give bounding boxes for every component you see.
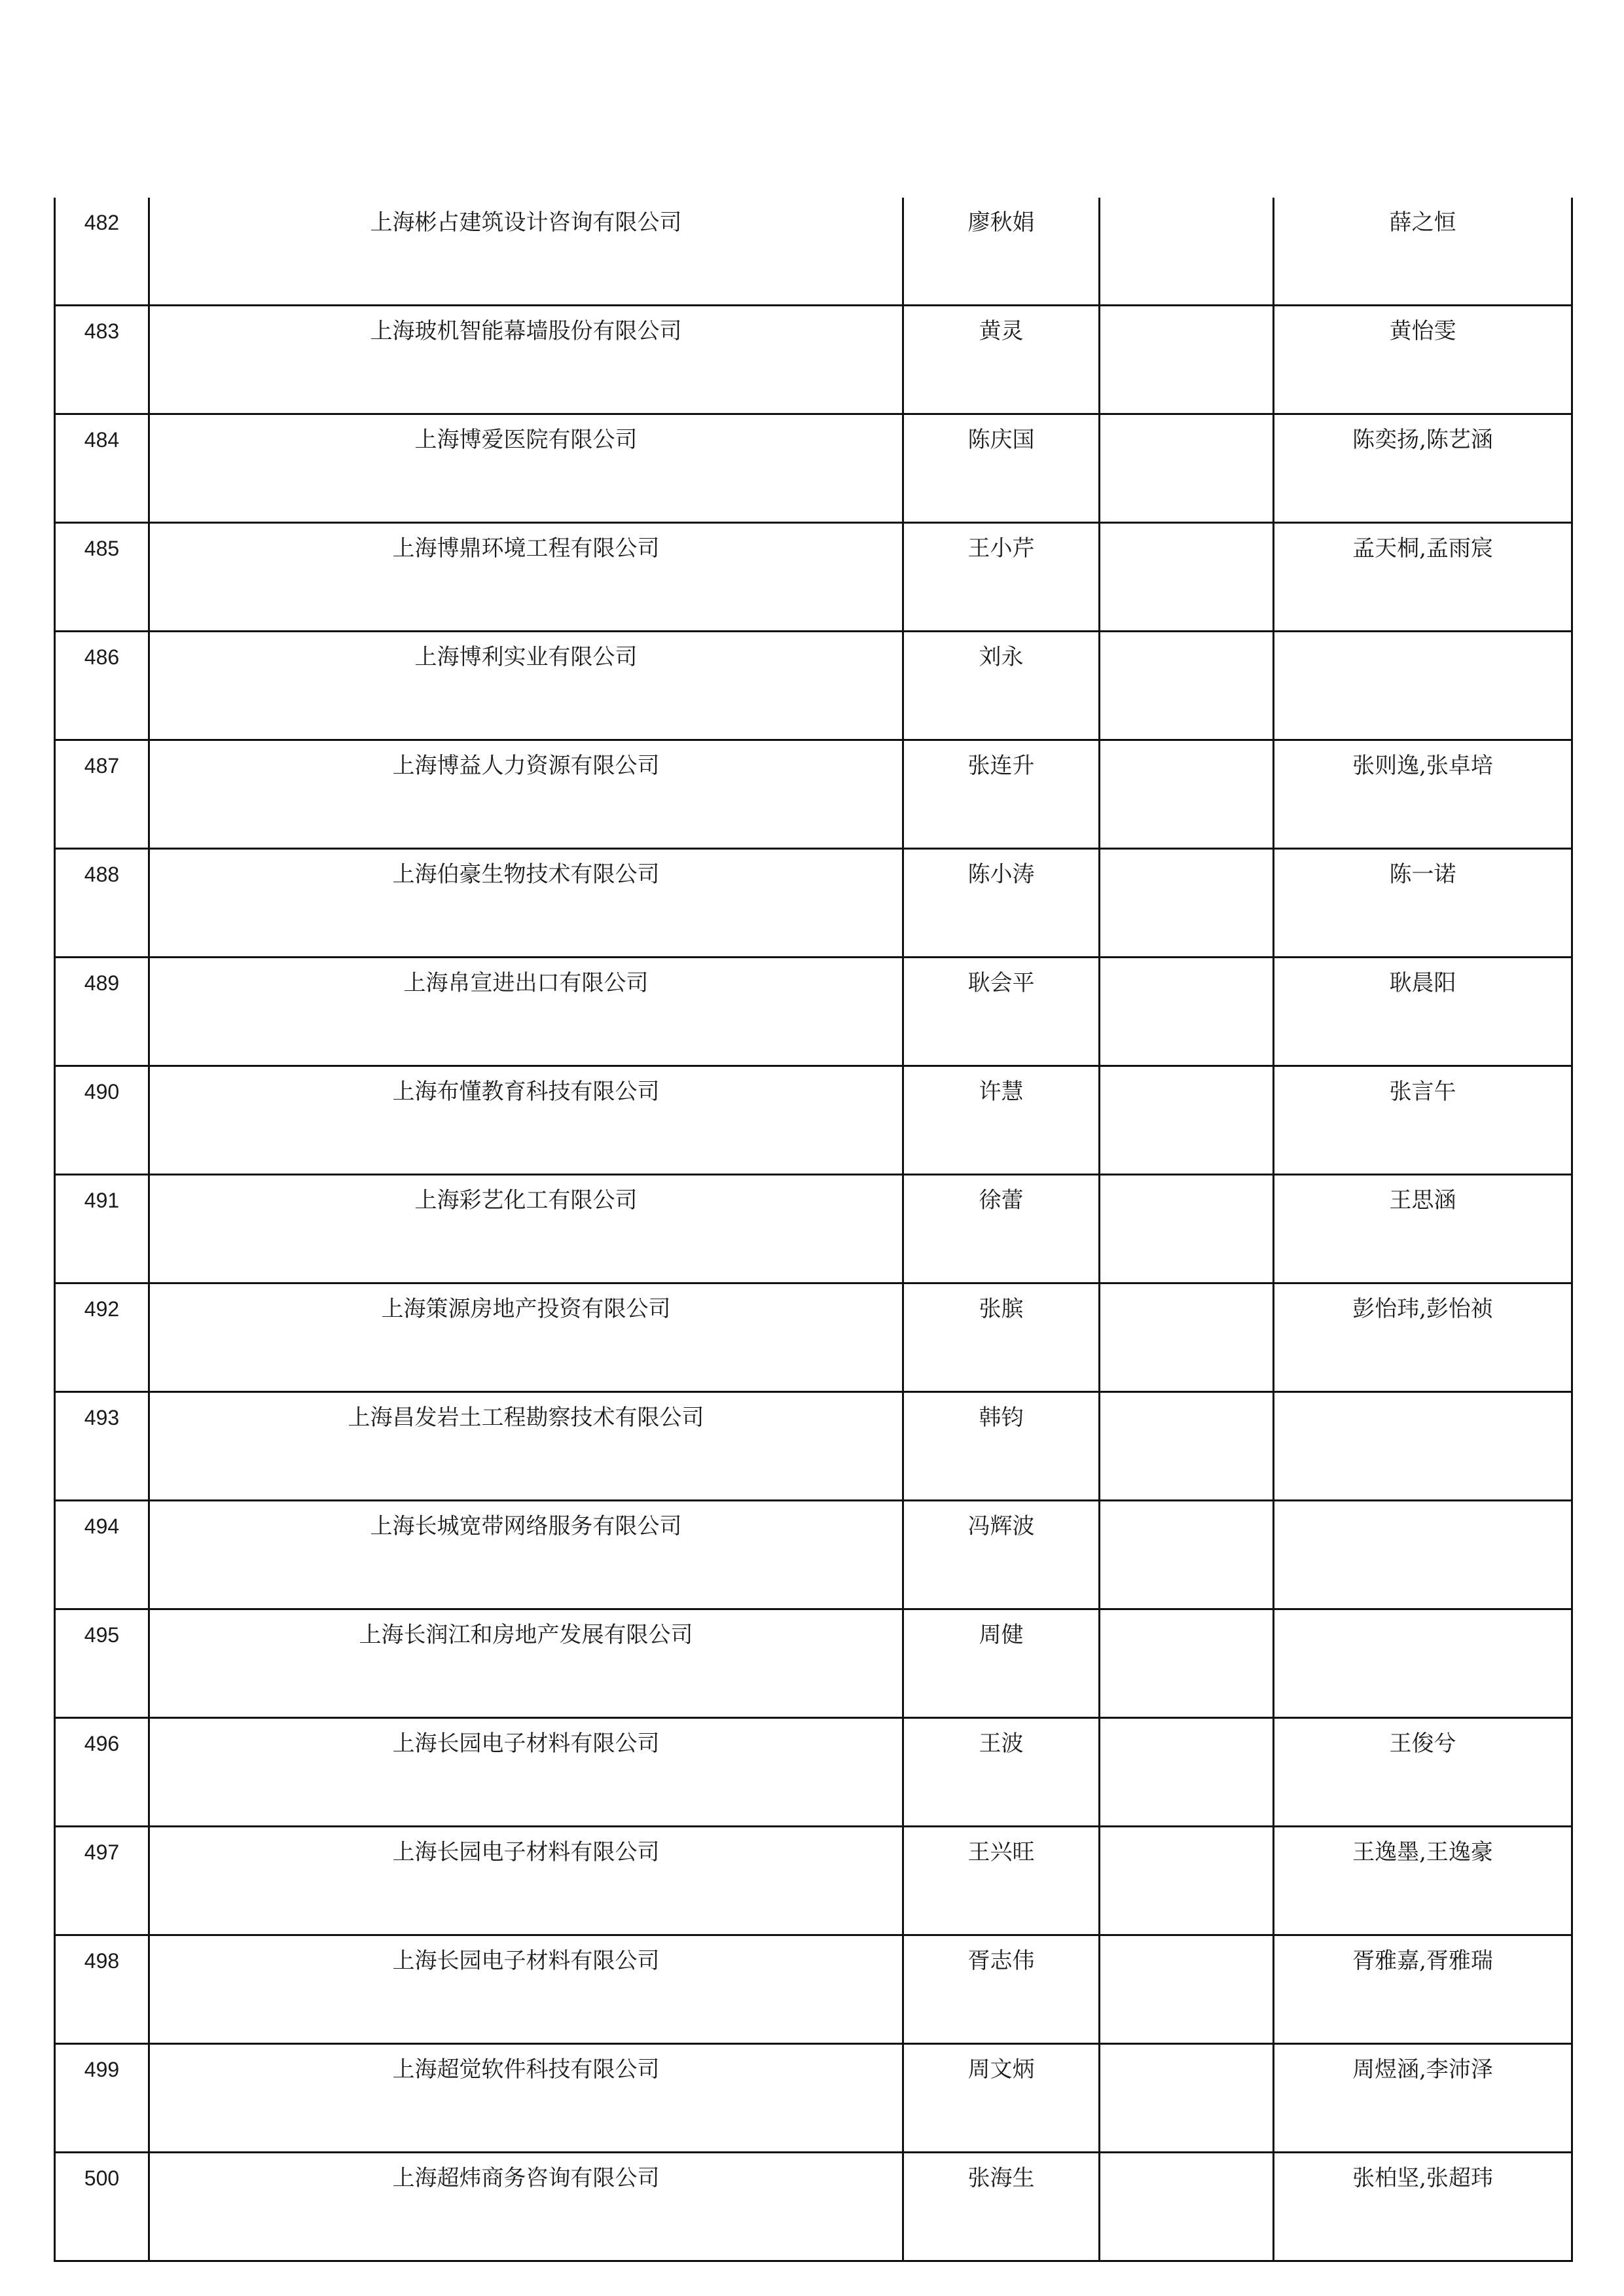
representative-name: 张海生 <box>903 2153 1100 2261</box>
company-name: 上海长园电子材料有限公司 <box>149 1718 903 1827</box>
empty-cell <box>1100 849 1274 958</box>
company-name: 上海超炜商务咨询有限公司 <box>149 2153 903 2261</box>
children-names: 孟天桐,孟雨宸 <box>1274 523 1572 632</box>
table-row <box>55 1609 1572 1718</box>
table-row <box>55 632 1572 740</box>
children-names: 周煜涵,李沛泽 <box>1274 2044 1572 2153</box>
table-row <box>55 1935 1572 2044</box>
company-name: 上海伯豪生物技术有限公司 <box>149 849 903 958</box>
document-table-container <box>54 198 1571 2262</box>
representative-name: 韩钧 <box>903 1392 1100 1501</box>
representative-name: 徐蕾 <box>903 1175 1100 1283</box>
company-name: 上海超觉软件科技有限公司 <box>149 2044 903 2153</box>
row-number: 490 <box>55 1066 149 1175</box>
children-names: 耿晨阳 <box>1274 958 1572 1066</box>
table-row <box>55 306 1572 414</box>
representative-name: 周文炳 <box>903 2044 1100 2153</box>
company-name: 上海长润江和房地产发展有限公司 <box>149 1609 903 1718</box>
children-names: 彭怡玮,彭怡祯 <box>1274 1283 1572 1392</box>
company-name: 上海策源房地产投资有限公司 <box>149 1283 903 1392</box>
representative-name: 刘永 <box>903 632 1100 740</box>
company-name: 上海博利实业有限公司 <box>149 632 903 740</box>
row-number: 499 <box>55 2044 149 2153</box>
row-number: 487 <box>55 740 149 849</box>
empty-cell <box>1100 632 1274 740</box>
empty-cell <box>1100 1609 1274 1718</box>
company-name: 上海昌发岩土工程勘察技术有限公司 <box>149 1392 903 1501</box>
table-row <box>55 1066 1572 1175</box>
children-names: 胥雅嘉,胥雅瑞 <box>1274 1935 1572 2044</box>
children-names: 薛之恒 <box>1274 198 1572 306</box>
representative-name: 许慧 <box>903 1066 1100 1175</box>
empty-cell <box>1100 414 1274 523</box>
empty-cell <box>1100 523 1274 632</box>
row-number: 497 <box>55 1827 149 1935</box>
company-name: 上海彩艺化工有限公司 <box>149 1175 903 1283</box>
representative-name: 冯辉波 <box>903 1501 1100 1609</box>
table-row <box>55 849 1572 958</box>
table-row <box>55 1718 1572 1827</box>
table-row <box>55 1501 1572 1609</box>
table-row <box>55 414 1572 523</box>
representative-name: 王小芹 <box>903 523 1100 632</box>
representative-name: 张膑 <box>903 1283 1100 1392</box>
empty-cell <box>1100 1718 1274 1827</box>
children-names: 王俊兮 <box>1274 1718 1572 1827</box>
children-names <box>1274 1501 1572 1609</box>
children-names: 陈一诺 <box>1274 849 1572 958</box>
empty-cell <box>1100 958 1274 1066</box>
empty-cell <box>1100 2044 1274 2153</box>
table-row <box>55 740 1572 849</box>
company-name: 上海彬占建筑设计咨询有限公司 <box>149 198 903 306</box>
children-names <box>1274 1609 1572 1718</box>
row-number: 489 <box>55 958 149 1066</box>
representative-name: 张连升 <box>903 740 1100 849</box>
table-row <box>55 198 1572 306</box>
company-name: 上海帛宣进出口有限公司 <box>149 958 903 1066</box>
row-number: 486 <box>55 632 149 740</box>
representative-name: 耿会平 <box>903 958 1100 1066</box>
children-names: 王思涵 <box>1274 1175 1572 1283</box>
children-names <box>1274 632 1572 740</box>
empty-cell <box>1100 306 1274 414</box>
row-number: 500 <box>55 2153 149 2261</box>
children-names: 张言午 <box>1274 1066 1572 1175</box>
representative-name: 王兴旺 <box>903 1827 1100 1935</box>
children-names: 张柏坚,张超玮 <box>1274 2153 1572 2261</box>
row-number: 482 <box>55 198 149 306</box>
table-row <box>55 2044 1572 2153</box>
company-name: 上海博鼎环境工程有限公司 <box>149 523 903 632</box>
representative-name: 胥志伟 <box>903 1935 1100 2044</box>
children-names <box>1274 1392 1572 1501</box>
company-name: 上海长城宽带网络服务有限公司 <box>149 1501 903 1609</box>
company-name: 上海博爱医院有限公司 <box>149 414 903 523</box>
row-number: 492 <box>55 1283 149 1392</box>
row-number: 495 <box>55 1609 149 1718</box>
representative-name: 陈小涛 <box>903 849 1100 958</box>
table-row <box>55 958 1572 1066</box>
table-row <box>55 1175 1572 1283</box>
representative-name: 周健 <box>903 1609 1100 1718</box>
company-name: 上海长园电子材料有限公司 <box>149 1935 903 2044</box>
children-names: 黄怡雯 <box>1274 306 1572 414</box>
empty-cell <box>1100 1501 1274 1609</box>
empty-cell <box>1100 1827 1274 1935</box>
row-number: 488 <box>55 849 149 958</box>
empty-cell <box>1100 740 1274 849</box>
row-number: 484 <box>55 414 149 523</box>
children-names: 王逸墨,王逸豪 <box>1274 1827 1572 1935</box>
row-number: 483 <box>55 306 149 414</box>
company-list-table <box>54 198 1573 2262</box>
row-number: 494 <box>55 1501 149 1609</box>
representative-name: 王波 <box>903 1718 1100 1827</box>
company-name: 上海布懂教育科技有限公司 <box>149 1066 903 1175</box>
table-row <box>55 1283 1572 1392</box>
children-names: 张则逸,张卓培 <box>1274 740 1572 849</box>
empty-cell <box>1100 1175 1274 1283</box>
table-row <box>55 523 1572 632</box>
company-name: 上海长园电子材料有限公司 <box>149 1827 903 1935</box>
table-row <box>55 1392 1572 1501</box>
table-row <box>55 2153 1572 2261</box>
company-name: 上海博益人力资源有限公司 <box>149 740 903 849</box>
children-names: 陈奕扬,陈艺涵 <box>1274 414 1572 523</box>
table-row <box>55 1827 1572 1935</box>
representative-name: 黄灵 <box>903 306 1100 414</box>
representative-name: 廖秋娟 <box>903 198 1100 306</box>
empty-cell <box>1100 2153 1274 2261</box>
empty-cell <box>1100 1066 1274 1175</box>
row-number: 493 <box>55 1392 149 1501</box>
row-number: 496 <box>55 1718 149 1827</box>
row-number: 485 <box>55 523 149 632</box>
row-number: 498 <box>55 1935 149 2044</box>
company-name: 上海玻机智能幕墙股份有限公司 <box>149 306 903 414</box>
row-number: 491 <box>55 1175 149 1283</box>
empty-cell <box>1100 1283 1274 1392</box>
empty-cell <box>1100 1392 1274 1501</box>
empty-cell <box>1100 1935 1274 2044</box>
representative-name: 陈庆国 <box>903 414 1100 523</box>
empty-cell <box>1100 198 1274 306</box>
